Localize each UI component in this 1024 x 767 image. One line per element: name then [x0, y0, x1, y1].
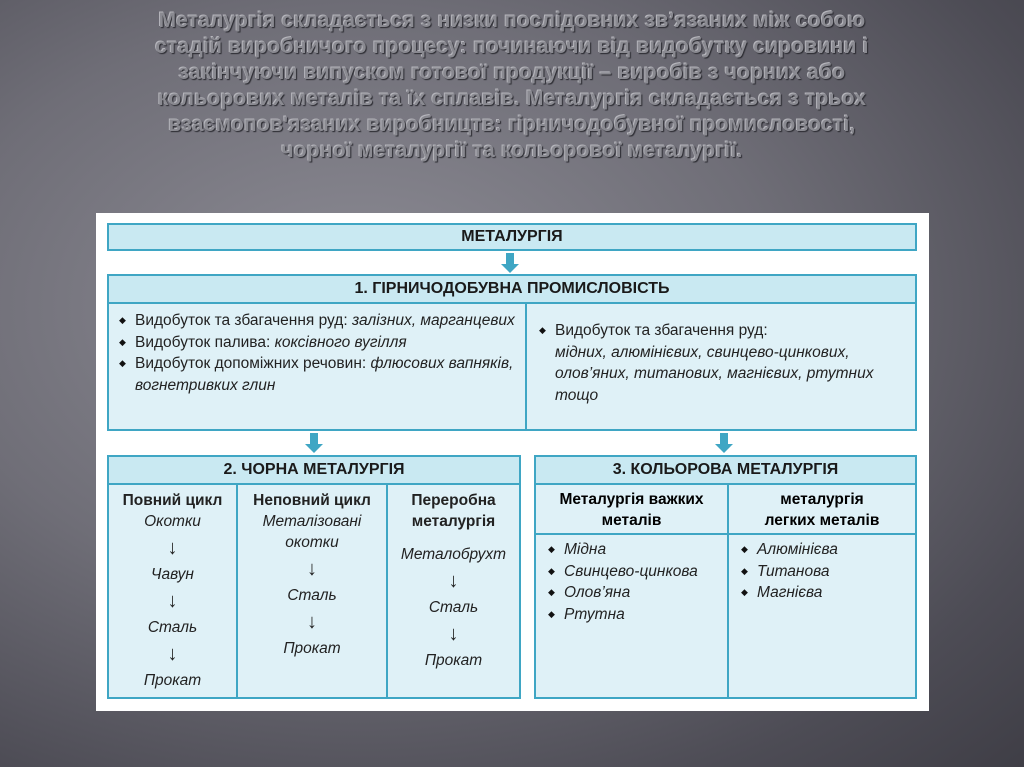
chain-step: Прокат: [143, 672, 202, 689]
light-head: [729, 485, 915, 535]
list-item: ◆ Мідна: [546, 539, 727, 561]
chain-step-text: Металізовані окотки: [262, 513, 362, 551]
chain-step: Окотки: [144, 513, 201, 530]
chain-step: Прокат: [424, 652, 483, 669]
arrow-down-icon: ↓: [307, 558, 317, 580]
column-head-text: Переробна металургія: [411, 492, 496, 530]
list-item: [117, 332, 517, 354]
list-item-italic: мідних, алюмінієвих, свинцево-цинкових, олов’яних, титанових, магнієвих, ртутних тощо: [555, 343, 874, 404]
ferrous-header: [109, 457, 519, 485]
list-item-italic: флюсових вапняків, вогнетривких глин: [135, 355, 514, 394]
list-item-text: Видобуток палива:: [135, 333, 275, 351]
list-item: [117, 353, 517, 396]
heading-line: кольорових металів та їх сплавів. Металургія складається з трьох: [157, 87, 867, 110]
light-head-text: металургія легких металів: [764, 491, 880, 529]
arrow-down-icon: ↓: [167, 590, 178, 612]
chain-step: Сталь: [147, 619, 198, 636]
nonferrous-header: [536, 457, 915, 485]
arrow-down-icon: ↓: [448, 570, 459, 592]
chain-step: Сталь: [287, 587, 337, 604]
list-item: [117, 310, 517, 332]
chain-step: Металобрухт: [400, 546, 507, 563]
nonferrous-box: [534, 455, 917, 699]
list-item-italic: залізних, марганцевих: [351, 312, 515, 329]
heading-line: Металургія складається з низки послідовних зв’язаних між собою: [158, 9, 866, 32]
list-item: ◆ Титанова: [739, 561, 915, 583]
heavy-list: [536, 535, 727, 625]
ferrous-columns: [109, 485, 519, 697]
heading-line: взаємопов'язаних виробництв: гірничодобувної промисловості,: [168, 113, 856, 136]
heavy-head: [536, 485, 727, 535]
root-title: МЕТАЛУРГІЯ: [461, 228, 563, 245]
chain-step: Прокат: [283, 640, 341, 657]
list-item-italic: коксівного вугілля: [274, 333, 407, 351]
ferrous-column-recycling: [388, 485, 519, 697]
mining-right-cell: [529, 304, 915, 429]
mining-header: [109, 276, 915, 304]
arrow-down-icon: ↓: [167, 537, 178, 559]
ferrous-column-full-cycle: [109, 485, 238, 697]
metallurgy-diagram: [96, 213, 929, 711]
column-head: [388, 490, 519, 532]
mining-title: 1. ГІРНИЧОДОБУВНА ПРОМИСЛОВІСТЬ: [354, 280, 670, 297]
list-item: ◆ Алюмінієва: [739, 539, 915, 561]
chain-step: Сталь: [428, 599, 479, 616]
nonferrous-heavy-column: [536, 485, 729, 697]
nonferrous-title: 3. КОЛЬОРОВА МЕТАЛУРГІЯ: [612, 461, 839, 478]
list-item: ◆ Магнієва: [739, 582, 915, 604]
list-item: ◆ Ртутна: [546, 604, 727, 626]
ferrous-column-partial-cycle: [238, 485, 388, 697]
mining-left-list: [117, 310, 517, 396]
list-item: [537, 320, 903, 406]
heading-line: чорної металургії та кольорової металургії.: [281, 139, 743, 162]
arrow-down-icon: ↓: [167, 643, 178, 665]
column-head: Неповний цикл: [253, 492, 371, 509]
heavy-head-text: Металургія важких металів: [559, 491, 704, 529]
chain-step: Чавун: [151, 566, 194, 583]
slide-heading: [70, 8, 954, 164]
light-list: [729, 535, 915, 604]
arrow-down-icon: ↓: [448, 623, 459, 645]
heading-line: закінчуючи випуском готової продукції – виробів з чорних або: [178, 61, 846, 84]
list-item: ◆ Свинцево-цинкова: [546, 561, 727, 583]
chain-step: [238, 511, 386, 553]
arrow-down-icon: ↓: [307, 611, 317, 633]
column-head: Повний цикл: [122, 492, 223, 509]
root-box: [107, 223, 917, 251]
mining-box: [107, 274, 917, 431]
list-item-text: Видобуток допоміжних речовин:: [135, 355, 371, 372]
mining-right-list: [537, 320, 903, 406]
ferrous-title: 2. ЧОРНА МЕТАЛУРГІЯ: [223, 461, 405, 478]
list-item-text: Видобуток та збагачення руд:: [135, 312, 352, 329]
heading-line: стадій виробничого процесу: починаючи від видобутку сировини і: [155, 35, 869, 58]
nonferrous-light-column: [729, 485, 915, 697]
list-item-text: Видобуток та збагачення руд:: [555, 322, 768, 339]
mining-left-cell: [109, 304, 527, 429]
ferrous-box: [107, 455, 521, 699]
list-item: ◆ Олов’яна: [546, 582, 727, 604]
